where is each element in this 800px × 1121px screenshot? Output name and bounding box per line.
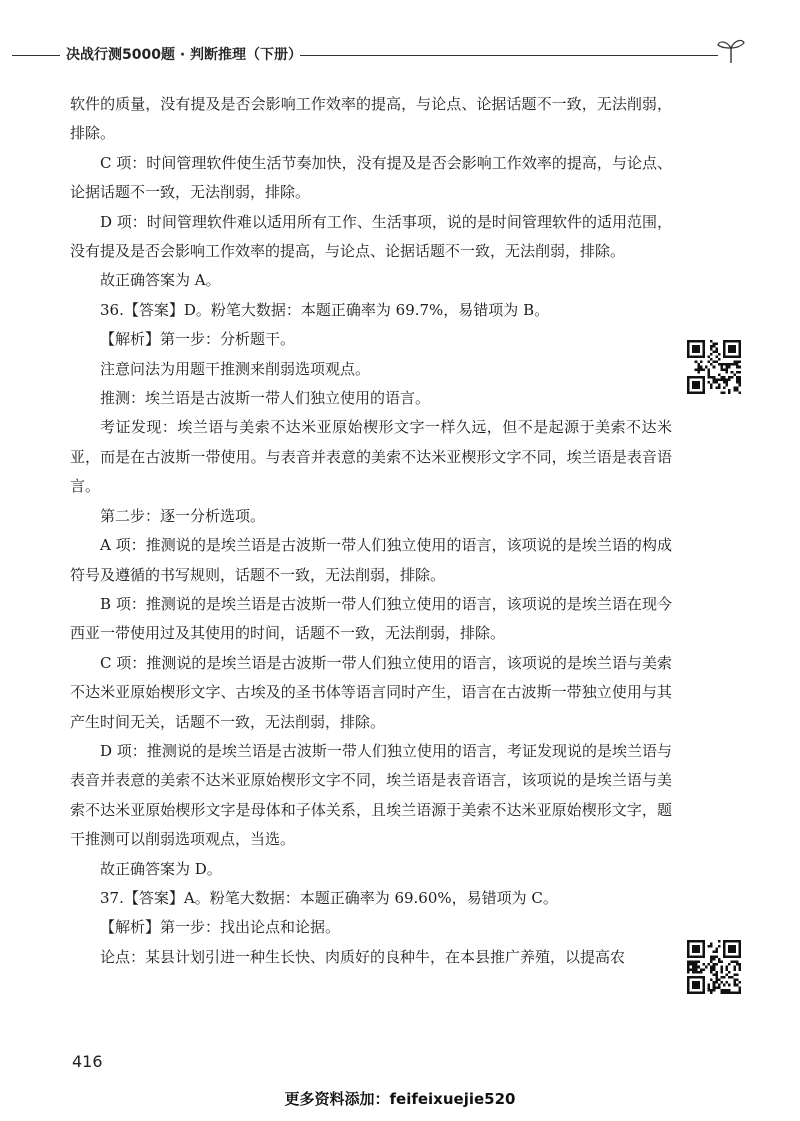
paragraph: C 项：时间管理软件使生活节奏加快，没有提及是否会影响工作效率的提高，与论点、论据话题不一致，无法削弱，排除。 [70,153,672,202]
page-number: 416 [72,1052,103,1071]
paragraph: 注意问法为用题干推测来削弱选项观点。 [100,359,371,378]
qr-code-icon[interactable] [687,340,741,394]
paragraph: 论点：某县计划引进一种生长快、肉质好的良种牛，在本县推广养殖，以提高农 [100,947,626,966]
paragraph: 软件的质量，没有提及是否会影响工作效率的提高，与论点、论据话题不一致，无法削弱，排除。 [70,95,672,143]
header-title: 决战行测5000题 · 判断推理（下册） [66,47,303,63]
paragraph: D 项：时间管理软件难以适用所有工作、生活事项，说的是时间管理软件的适用范围，没有提及是否会影响工作效率的提高，与论点、论据话题不一致，无法削弱，排除。 [70,212,672,261]
footer-note: 更多资料添加：feifeixuejie520 [284,1090,516,1108]
paragraph: A 项：推测说的是埃兰语是古波斯一带人们独立使用的语言，该项说的是埃兰语的构成符号及遵循的书写规则，话题不一致，无法削弱，排除。 [70,536,672,584]
paragraph: C 项：推测说的是埃兰语是古波斯一带人们独立使用的语言，该项说的是埃兰语与美索不达米亚原始楔形文字、古埃及的圣书体等语言同时产生，语言在古波斯一带独立使用与其产生时间无关，话题不一致，无法削弱，排除。 [70,653,672,731]
paragraph: 【解析】第一步：分析题干。 [100,330,296,349]
paragraph: 考证发现：埃兰语与美索不达米亚原始楔形文字一样久远，但不是起源于美索不达米亚，而是在古波斯一带使用。与表音并表意的美索不达米亚楔形文字不同，埃兰语是表音语言。 [70,418,672,496]
running-header [0,44,800,68]
paragraph: 故正确答案为 D。 [100,859,222,878]
paragraph: B 项：推测说的是埃兰语是古波斯一带人们独立使用的语言，该项说的是埃兰语在现今西亚一带使用过及其使用的时间，话题不一致，无法削弱，排除。 [70,594,672,643]
qr-code-icon[interactable] [687,940,741,994]
answer-explanation-body [70,90,672,972]
paragraph: 故正确答案为 A。 [100,271,221,290]
answer-heading-37: 37.【答案】A。粉笔大数据：本题正确率为 69.60%，易错项为 C。 [100,888,558,907]
paragraph: 【解析】第一步：找出论点和论据。 [100,918,341,937]
paragraph: 第二步：逐一分析选项。 [100,506,266,525]
sprout-icon [716,36,746,64]
answer-heading-36: 36.【答案】D。粉笔大数据：本题正确率为 69.7%，易错项为 B。 [100,300,550,319]
header-rule-right [300,55,718,56]
paragraph: D 项：推测说的是埃兰语是古波斯一带人们独立使用的语言，考证发现说的是埃兰语与表音并表意的美索不达米亚原始楔形文字不同，埃兰语是表音语言，该项说的是埃兰语与美索不达米亚原始楔形文字是母体和子体关系，且埃兰语源于美索不达米亚原始楔形文字，题干推测可以削弱选项观点，当选。 [70,741,672,849]
paragraph: 推测：埃兰语是古波斯一带人们独立使用的语言。 [100,389,431,408]
header-rule-left [12,55,60,56]
